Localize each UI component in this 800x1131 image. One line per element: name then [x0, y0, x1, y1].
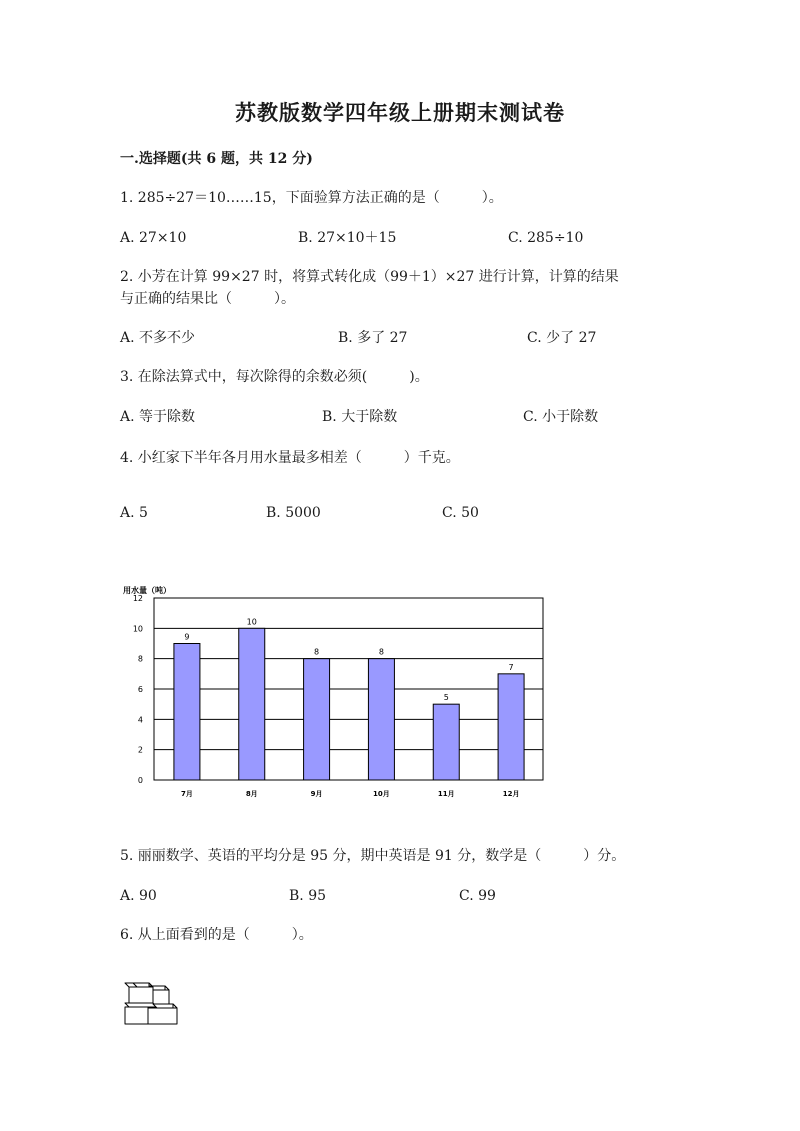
question-4-option-c[interactable]: C. 50 — [442, 505, 479, 521]
question-1-option-a[interactable]: A. 27×10 — [120, 230, 187, 246]
bar-data-label: 8 — [378, 647, 384, 657]
y-tick-label: 8 — [137, 654, 143, 664]
question-3-option-b[interactable]: B. 大于除数 — [322, 409, 398, 425]
page-title: 苏教版数学四年级上册期末测试卷 — [235, 100, 565, 125]
question-2-option-b[interactable]: B. 多了 27 — [338, 330, 408, 346]
x-tick-label: 8月 — [245, 790, 258, 798]
cube-front-face — [153, 990, 169, 1004]
question-2-stem-line-2: 与正确的结果比（ ）。 — [120, 291, 295, 307]
x-tick-label: 9月 — [310, 790, 323, 798]
cube-front-face — [148, 1008, 177, 1024]
question-6-stem: 6. 从上面看到的是（ ）。 — [120, 927, 313, 943]
question-3-option-c[interactable]: C. 小于除数 — [523, 409, 599, 425]
y-tick-label: 4 — [137, 715, 143, 725]
bar-1 — [174, 644, 200, 781]
cube-front-face — [129, 987, 153, 1003]
question-1-option-c[interactable]: C. 285÷10 — [508, 230, 584, 246]
chart-y-axis-label: 用水量（吨） — [123, 586, 171, 595]
bar-data-label: 5 — [443, 693, 449, 703]
question-4-option-b[interactable]: B. 5000 — [266, 505, 321, 521]
stacked-cubes-figure — [120, 982, 182, 1026]
cube-top-face — [125, 1003, 157, 1007]
question-2-stem-line-1: 2. 小芳在计算 99×27 时，将算式转化成（99＋1）×27 进行计算，计算的结果 — [120, 269, 619, 285]
y-tick-label: 6 — [137, 685, 143, 694]
y-tick-label: 0 — [137, 776, 143, 785]
question-1-option-b[interactable]: B. 27×10＋15 — [298, 230, 397, 246]
bar-data-label: 10 — [246, 617, 257, 627]
section-heading: 一.选择题(共 6 题，共 12 分) — [120, 151, 313, 167]
bar-data-label: 8 — [314, 647, 320, 657]
bar-5 — [433, 704, 459, 780]
bar-4 — [368, 659, 394, 780]
x-tick-label: 12月 — [502, 790, 520, 798]
bar-data-label: 7 — [508, 662, 514, 672]
bar-3 — [304, 659, 330, 780]
x-tick-label: 10月 — [373, 790, 390, 798]
question-5-stem: 5. 丽丽数学、英语的平均分是 95 分，期中英语是 91 分，数学是（ ）分。 — [120, 848, 626, 864]
y-tick-label: 12 — [132, 594, 143, 603]
y-tick-label: 2 — [137, 745, 143, 755]
question-1-stem: 1. 285÷27＝10……15，下面验算方法正确的是（ ）。 — [120, 190, 503, 206]
question-5-option-b[interactable]: B. 95 — [289, 888, 327, 904]
bar-data-label: 9 — [184, 632, 190, 642]
x-tick-label: 7月 — [180, 790, 193, 798]
water-usage-bar-chart — [118, 582, 558, 804]
question-3-stem: 3. 在除法算式中，每次除得的余数必须( )。 — [120, 369, 429, 385]
cube-front-face — [125, 1007, 148, 1024]
x-tick-label: 11月 — [437, 790, 455, 798]
question-4-option-a[interactable]: A. 5 — [120, 505, 148, 521]
bar-6 — [498, 674, 524, 780]
question-5-option-a[interactable]: A. 90 — [120, 888, 157, 904]
question-4-stem: 4. 小红家下半年各月用水量最多相差（ ）千克。 — [120, 450, 460, 466]
question-5-option-c[interactable]: C. 99 — [459, 888, 496, 904]
question-3-option-a[interactable]: A. 等于除数 — [120, 409, 196, 425]
question-2-option-c[interactable]: C. 少了 27 — [527, 330, 597, 346]
bar-2 — [239, 628, 265, 780]
question-2-option-a[interactable]: A. 不多不少 — [120, 330, 196, 346]
y-tick-label: 10 — [132, 624, 143, 634]
